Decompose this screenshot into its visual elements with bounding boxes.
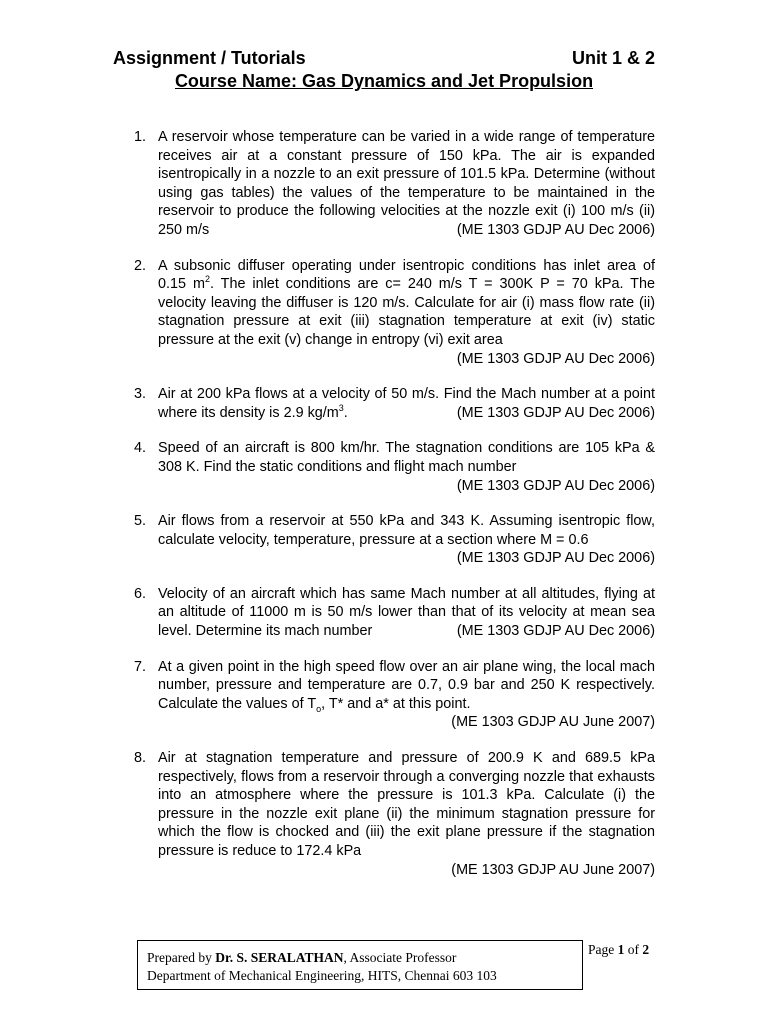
question-reference: (ME 1303 GDJP AU Dec 2006) [456,404,655,421]
question-number: 8. [134,750,147,767]
question-reference: (ME 1303 GDJP AU June 2007) [451,861,655,878]
question-text: Air at 200 kPa flows at a velocity of 50 m/s. Find the Mach number at a point where its density is 2.9 $kg/m^3$. (ME 1303 GDJP AU Dec 2006) [158,386,655,421]
question-reference: (ME 1303 GDJP AU Dec 2006) [456,477,655,494]
question-item [134,585,655,641]
question-text: At a given point in the high speed flow over an air plane wing, the local mach number, pressure and temperature are 0.7, 0.9 bar and 250 K respectively. Calculate the values of $T_o$, T* and a* at this point. [158,658,655,714]
author-name: Dr. S. SERALATHAN [215,950,344,965]
question-number: 5. [134,513,147,530]
question-text: Air flows from a reservoir at 550 kPa and 343 K. Assuming isentropic flow, calculate velocity, temperature, pressure at a section where M = 0.6 [158,513,655,548]
assignment-heading: Assignment / Tutorials [113,48,306,68]
course-title-text: Course Name: Gas Dynamics and Jet Propulsion [174,71,594,91]
question-item [134,128,655,240]
question-text: A subsonic diffuser operating under isentropic conditions has inlet area of 0.15 $m^2$. The inlet conditions are c= 240 m/s T = 300K P = 70 kPa. The velocity leaving the diffuser is 120 m/s. Calculate for air (i) mass flow rate (ii) stagnation pressure at exit (iii) stagnation temperature at exit (iv) static pressure at the exit (v) change in entropy (vi) exit area [158,257,655,348]
footer-prepared-line: Prepared by Dr. S. SERALATHAN, Associate Professor [147,950,457,965]
superscript: 3 [338,402,344,413]
question-number: 4. [134,440,147,457]
question-item [134,749,655,879]
question-item [134,439,655,495]
question-text: A reservoir whose temperature can be varied in a wide range of temperature receives air at a constant pressure of 150 kPa. The air is expanded isentropically in a nozzle to an exit pressure of 101.5 kPa. Determine (without using gas tables) the values of the temperature to be maintained in the reservoir to produce the following velocities at the nozzle exit (i) 100 m/s (ii) 250 m/s (ME 1303 GDJP AU Dec 2006) [158,129,655,238]
question-item [134,385,655,422]
question-text: Velocity of an aircraft which has same Mach number at all altitudes, flying at an altitude of 11000 m is 50 m/s lower than that of its velocity at mean sea level. Determine its mach number (ME 1303 GDJP AU Dec 2006) [158,585,655,640]
question-text: Air at stagnation temperature and pressure of 200.9 K and 689.5 kPa respectively, flows from a reservoir through a converging nozzle that exhausts into an atmosphere where the pressure is 101.3 kPa. Calculate (i) the pressure in the nozzle exit plane (ii) the minimum stagnation pressure for which the flow is chocked and (iii) the exit plane pressure if the stagnation pressure is reduce to 172.4 kPa [158,750,655,859]
question-list [134,128,655,896]
question-number: 6. [134,585,147,602]
footer-department: Department of Mechanical Engineering, HITS, Chennai 603 103 [147,968,497,983]
question-number: 3. [134,386,147,403]
question-reference: (ME 1303 GDJP AU June 2007) [451,714,655,731]
superscript: 2 [204,274,210,285]
question-item [134,512,655,568]
question-number: 1. [134,129,147,145]
question-number: 7. [134,658,147,675]
subscript: o [316,703,322,714]
question-number: 2. [134,257,147,274]
question-text: Speed of an aircraft is 800 km/hr. The stagnation conditions are 105 kPa & 308 K. Find the static conditions and flight mach number [158,440,655,475]
question-reference: (ME 1303 GDJP AU Dec 2006) [456,550,655,567]
question-reference: (ME 1303 GDJP AU Dec 2006) [456,350,655,367]
page-number: Page 1 of 2 [588,942,650,957]
question-item [134,658,655,732]
course-title [0,71,768,92]
question-item [134,257,655,369]
question-reference: (ME 1303 GDJP AU Dec 2006) [456,221,655,238]
unit-heading: Unit 1 & 2 [571,48,655,68]
question-reference: (ME 1303 GDJP AU Dec 2006) [456,623,655,640]
footer-credit-box [137,940,583,990]
